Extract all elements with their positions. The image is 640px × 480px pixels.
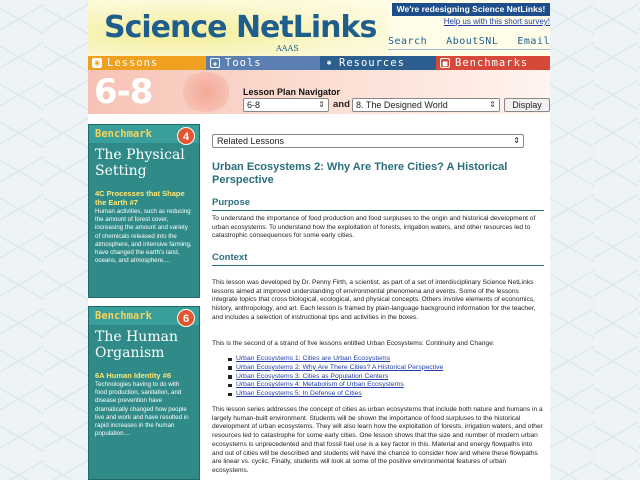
strand-link-1[interactable]: Urban Ecosystems 1: Cities are Urban Ecosystems	[236, 355, 391, 362]
benchmark-title-line2: Setting	[95, 163, 147, 179]
benchmark-sidebar	[88, 114, 200, 480]
lesson-title: Urban Ecosystems 2: Why Are There Cities? A Historical Perspective	[212, 161, 508, 186]
grade-select-value: 6-8	[247, 100, 261, 110]
redesign-notice: We're redesigning Science NetLinks!	[392, 3, 550, 16]
benchmark-text: Human activities, such as reducing the amount of forest cover, increasing the amount and variety of chemicals released into the atmosphere, and intensive farming, have changed the earth's land, oceans, and atmosphere....	[95, 208, 192, 265]
nav-about-snl[interactable]: AboutSNL	[446, 36, 499, 47]
benchmark-box-human-organism	[88, 306, 200, 480]
page-background-right	[550, 0, 640, 480]
benchmark-title-line1: The Human	[95, 329, 178, 345]
tab-lessons-label: Lessons	[107, 57, 159, 69]
benchmark-number-badge: 4	[177, 127, 195, 145]
benchmark-select[interactable]	[352, 98, 500, 112]
survey-link[interactable]: Help us with this short survey!	[443, 17, 550, 26]
nav-search[interactable]: Search	[388, 36, 428, 47]
tab-benchmarks-label: Benchmarks	[455, 57, 529, 69]
context-heading: Context	[212, 252, 248, 263]
chevron-updown-icon: ⇕	[513, 136, 520, 145]
page	[88, 0, 550, 480]
strand-lesson-list	[228, 355, 443, 399]
list-item	[228, 355, 443, 364]
benchmark-link-line1: 6A Human Identity #6	[95, 371, 171, 380]
tab-lessons[interactable]	[88, 56, 206, 70]
list-item	[228, 364, 443, 373]
purpose-divider	[212, 210, 544, 211]
benchmark-tag: Benchmark	[95, 310, 152, 322]
tab-resources-label: Resources	[339, 57, 405, 69]
list-item	[228, 390, 443, 399]
benchmark-link-line2: the Earth #7	[95, 198, 138, 207]
context-paragraph-1: This lesson was developed by Dr. Penny Firth, a scientist, as part of a set of interdisciplinary Science NetLinks lessons aimed at improved understanding of environmental phenomena and events. Some of the lessons integrate topics that cross biological, ecological, and physical concepts. Others involve elements of economics, history, anthropology, and art. Each lesson is framed by plain-language background information for the teacher, and includes a selection of instructional tips and activities in the boxes.	[212, 279, 536, 321]
context-divider	[212, 265, 544, 266]
nav-email[interactable]: Email	[517, 36, 550, 47]
benchmark-text: Technologies having to do with food production, sanitation, and disease prevention have dramatically changed how people live and work and have resulted in rapid increases in the human population....	[95, 381, 189, 438]
tab-resources[interactable]	[320, 56, 436, 70]
banner-decoration	[180, 72, 232, 112]
main-tabs	[88, 56, 550, 70]
navigator-title: Lesson Plan Navigator	[243, 87, 341, 97]
display-button[interactable]: Display	[504, 98, 550, 112]
tab-tools-label: Tools	[225, 57, 262, 69]
related-lessons-value: Related Lessons	[217, 136, 285, 146]
chevron-updown-icon: ⇕	[318, 100, 325, 109]
benchmark-header	[89, 125, 199, 143]
purpose-heading: Purpose	[212, 197, 251, 208]
tools-icon: ✚	[210, 58, 220, 68]
tab-tools[interactable]	[206, 56, 320, 70]
benchmark-box-physical-setting	[88, 124, 200, 298]
chevron-updown-icon: ⇕	[489, 100, 496, 109]
benchmark-tag: Benchmark	[95, 128, 152, 140]
and-label: and	[333, 99, 350, 110]
resources-icon: ✱	[326, 58, 332, 67]
purpose-text: To understand the importance of food production and food surpluses to the origin and historical development of urban ecosystems. To understand how the exploitation of forests, irrigation waters, and other resources led to catastrophic consequences for some early cities.	[212, 215, 536, 240]
site-header	[88, 0, 550, 56]
header-divider	[388, 49, 550, 50]
strand-link-3[interactable]: Urban Ecosystems 3: Cities as Population Centers	[236, 372, 389, 380]
benchmark-header	[89, 307, 199, 325]
aaas-logo-text: AAAS	[276, 44, 299, 53]
context-paragraph-2: This is the second of a strand of five lessons entitled Urban Ecosystems: Continuity and Change:	[212, 340, 495, 347]
tab-benchmarks[interactable]	[436, 56, 550, 70]
grade-select[interactable]	[243, 98, 329, 112]
lesson-navigator-banner	[88, 70, 550, 114]
lesson-content	[212, 114, 544, 480]
strand-link-2[interactable]: Urban Ecosystems 2: Why Are There Cities? A Historical Perspective	[236, 363, 444, 371]
top-nav	[388, 36, 550, 47]
benchmark-title	[89, 143, 199, 179]
benchmark-title-line1: The Physical	[95, 147, 185, 163]
benchmark-title-line2: Organism	[95, 345, 165, 361]
benchmark-link-line1: 4C Processes that Shape	[95, 189, 185, 198]
benchmark-select-value: 8. The Designed World	[356, 100, 448, 110]
strand-link-4[interactable]: Urban Ecosystems 4: Metabolism of Urban Ecosystems	[236, 381, 404, 389]
site-logo[interactable]: Science NetLinks	[104, 10, 377, 45]
list-item	[228, 381, 443, 390]
lessons-icon: ◉	[92, 58, 102, 68]
benchmark-link-6a[interactable]	[89, 361, 199, 380]
page-background-left	[0, 0, 88, 480]
benchmark-number-badge: 6	[177, 309, 195, 327]
strand-link-5[interactable]: Urban Ecosystems 5: In Defense of Cities	[236, 390, 362, 398]
related-lessons-select[interactable]	[212, 134, 524, 148]
context-paragraph-3: This lesson series addresses the concept of cities as urban ecosystems that include both nature and humans in a largely human-built environment. Students will be shown the importance of food surpluses to the historical development of urban ecosystems. They will also learn how the exploitation of forests, irrigation waters, and other resources led to catastrophe for some early cities. One lesson shows that the size and number of modern urban ecosystems is unprecedented and that fossil fuel use is a key factor in this. Material and energy flowpaths into and out of cities will be described and students will have the chance to consider how and where these flowpaths are linear vs. cyclic. Finally, students will look at some of the positive environmental features of urban ecosystems.	[212, 406, 543, 474]
benchmarks-icon: ■	[440, 58, 450, 68]
grade-heading: 6-8	[94, 72, 153, 112]
benchmark-title	[89, 325, 199, 361]
benchmark-link-4c[interactable]	[89, 179, 199, 207]
list-item	[228, 373, 443, 382]
